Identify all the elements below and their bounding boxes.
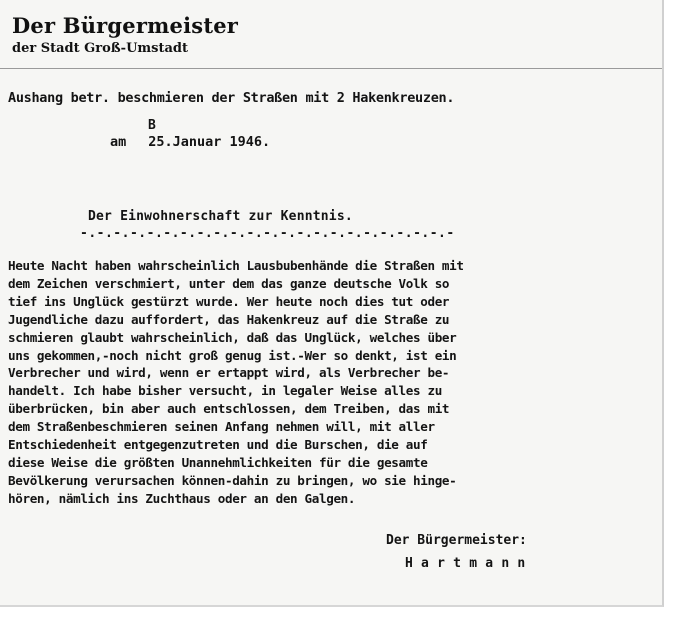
signature-name: H a r t m a n n (405, 556, 526, 571)
body-line: Jugendliche dazu auffordert, das Hakenkreuz auf die Straße zu (8, 311, 450, 327)
body-line: dem Straßenbeschmieren seinen Anfang nehmen will, mit aller (8, 419, 435, 435)
body-line: Entschiedenheit entgegenzutreten und die Burschen, die auf (8, 437, 428, 453)
letterhead (12, 14, 238, 58)
date-mark: B (148, 118, 156, 133)
body-text (8, 257, 660, 508)
letterhead-subtitle: der Stadt Groß-Umstadt (12, 41, 189, 56)
body-line: handelt. Ich habe bisher versucht, in legaler Weise alles zu (8, 383, 442, 399)
body-line: schmieren glaubt wahrscheinlich, daß das Unglück, welches über (8, 329, 457, 345)
signature-title: Der Bürgermeister: (386, 533, 527, 548)
addressee-underline: -.-.-.-.-.-.-.-.-.-.-.-.-.-.-.-.-.-.-.-.-.-.- (80, 226, 455, 241)
date-prefix: am (110, 134, 127, 150)
date-value: 25.Januar 1946. (148, 134, 271, 150)
date-line (110, 134, 270, 150)
body-line: tief ins Unglück gestürzt wurde. Wer heute noch dies tut oder (8, 293, 450, 309)
body-line: überbrücken, bin aber auch entschlossen, dem Treiben, das mit (8, 401, 450, 417)
letterhead-title: Der Bürgermeister (12, 13, 239, 38)
body-line: uns gekommen,-noch nicht groß genug ist.-Wer so denkt, ist ein (8, 347, 457, 363)
body-line: Bevölkerung verursachen können-dahin zu bringen, wo sie hinge- (8, 472, 457, 488)
body-line: Verbrecher und wird, wenn er ertappt wird, als Verbrecher be- (8, 365, 450, 381)
subject-line: Aushang betr. beschmieren der Straßen mit 2 Hakenkreuzen. (8, 90, 455, 106)
body-line: diese Weise die größten Unannehmlichkeiten für die gesamte (8, 454, 428, 470)
body-line: hören, nämlich ins Zuchthaus oder an den Galgen. (8, 490, 356, 506)
body-line: dem Zeichen verschmiert, unter dem das ganze deutsche Volk so (8, 275, 450, 291)
body-line: Heute Nacht haben wahrscheinlich Lausbubenhände die Straßen mit (8, 258, 464, 273)
addressee-heading: Der Einwohnerschaft zur Kenntnis. (88, 209, 353, 224)
letterhead-divider (0, 68, 662, 69)
